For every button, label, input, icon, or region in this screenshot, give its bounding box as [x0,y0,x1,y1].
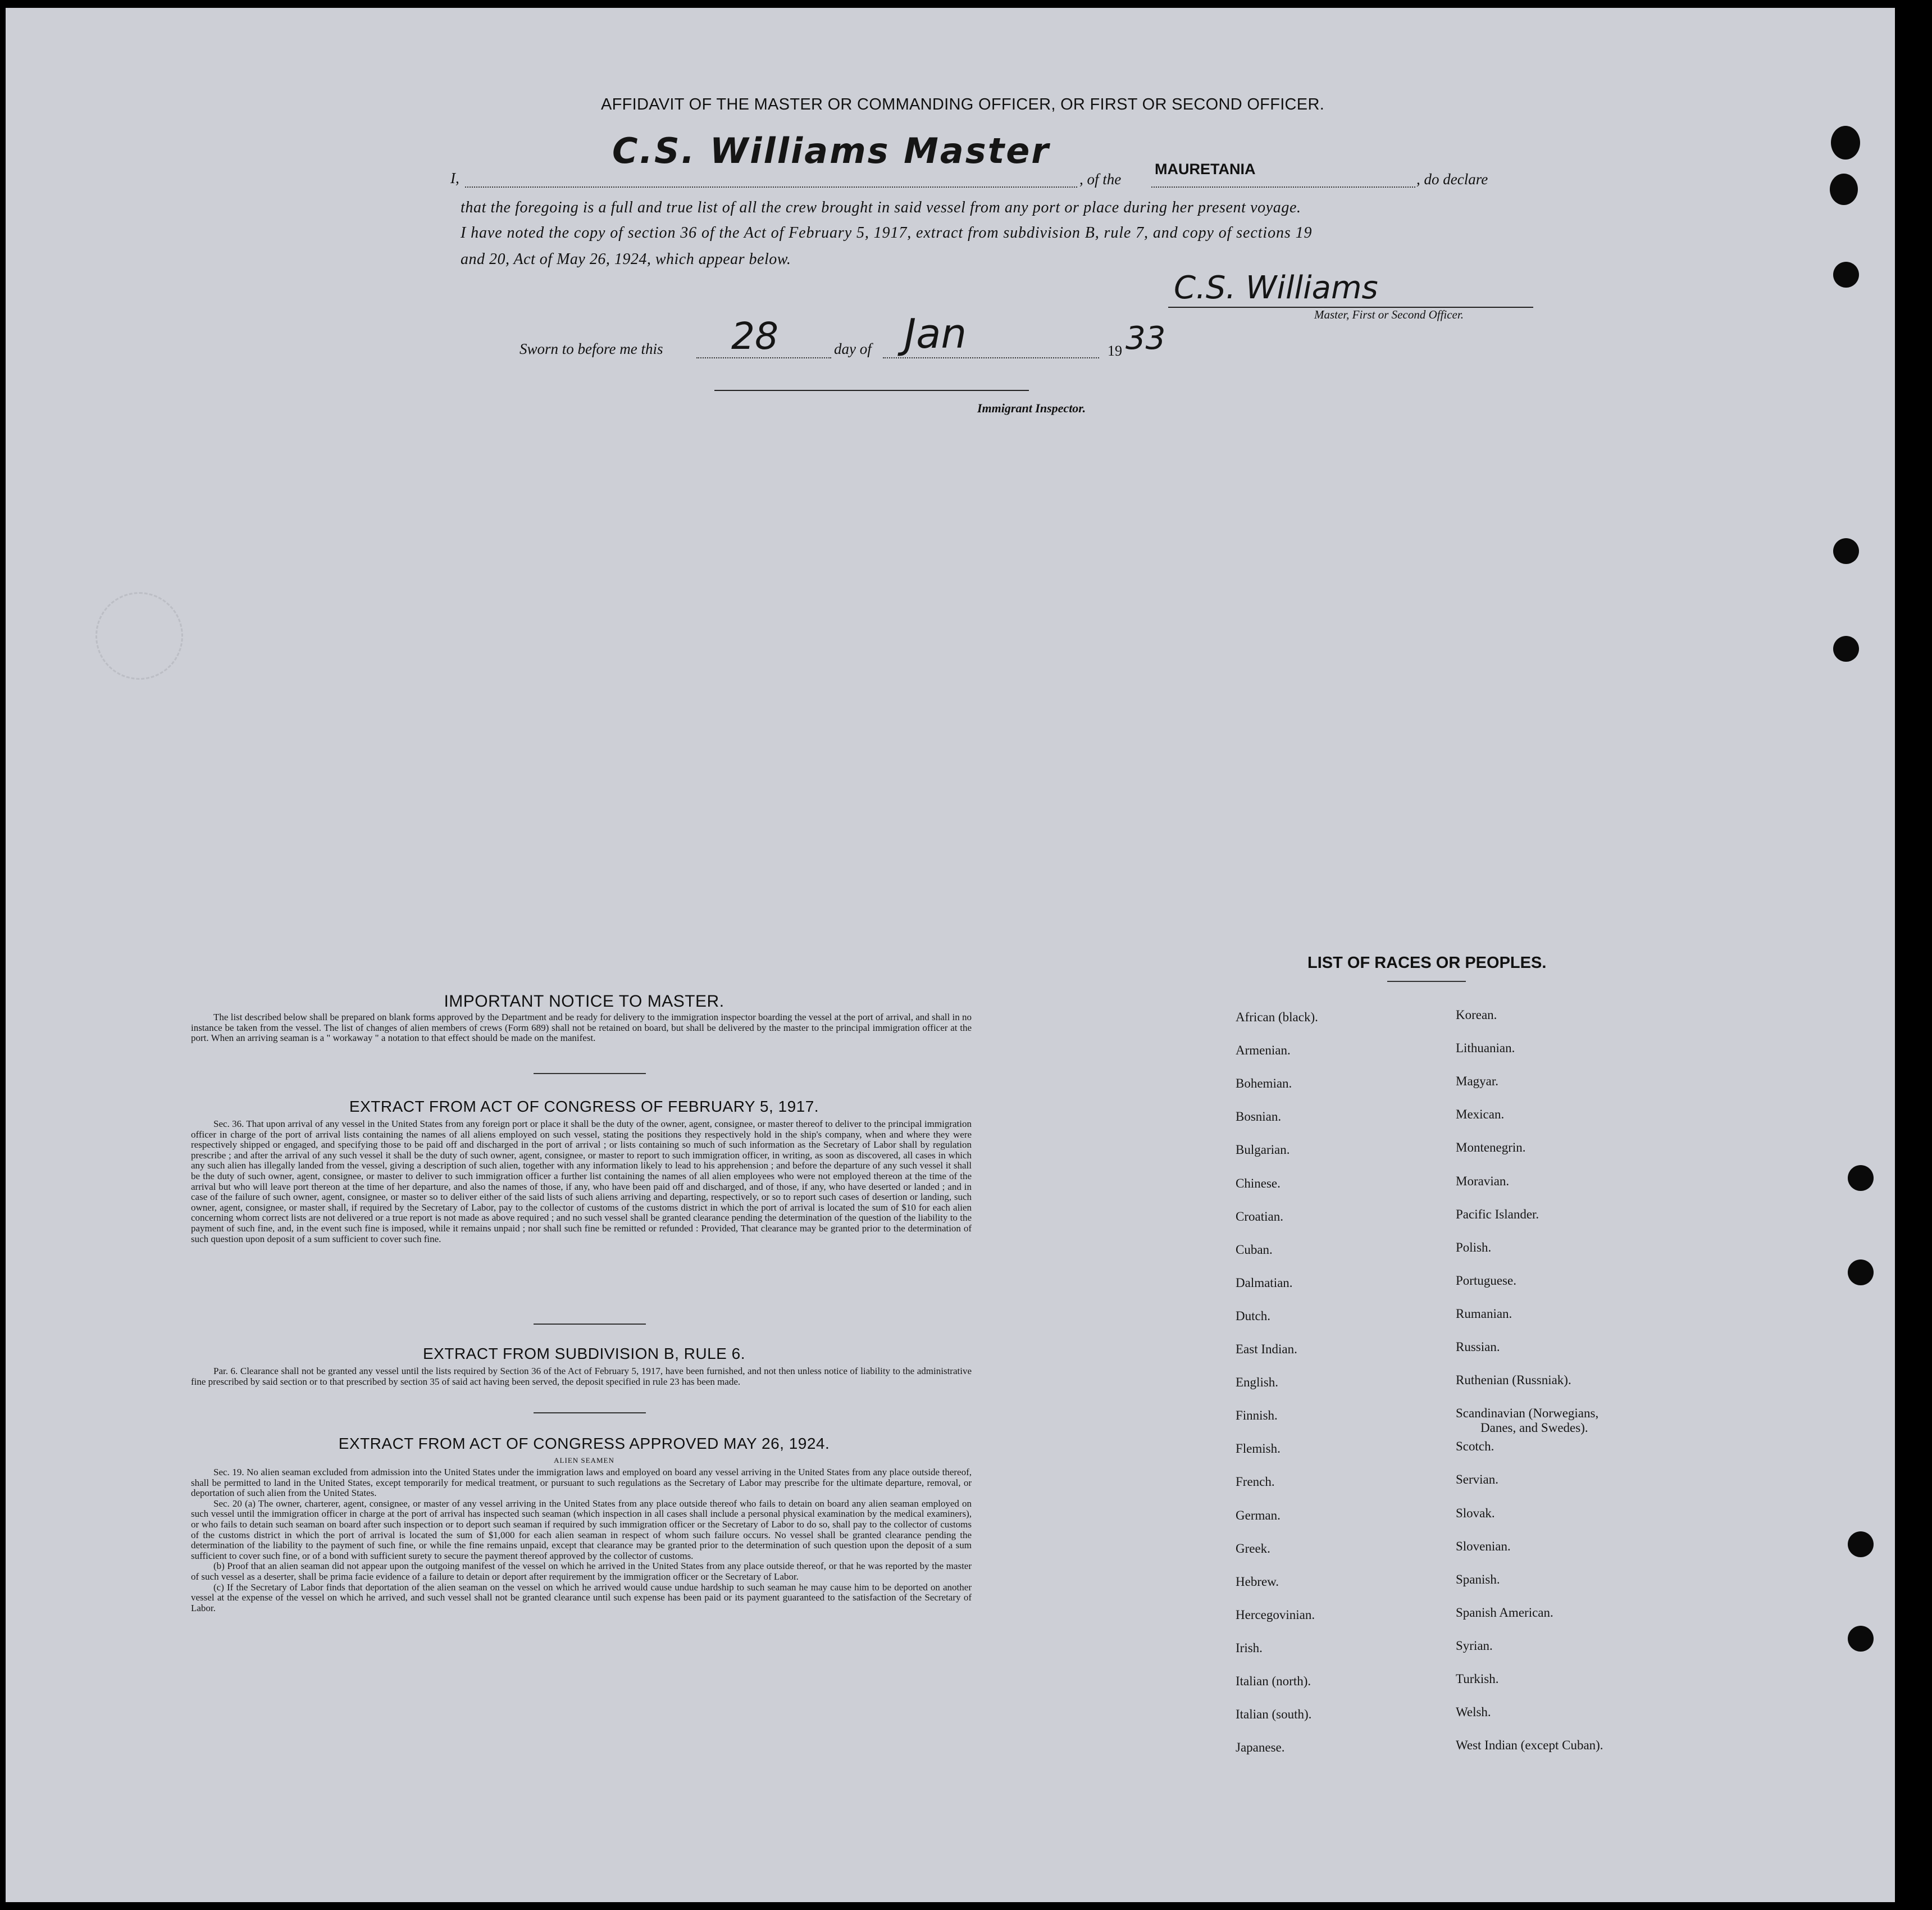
affidavit-prefix: I, [450,170,459,187]
affidavit-title: AFFIDAVIT OF THE MASTER OR COMMANDING OFFICER, OR FIRST OR SECOND OFFICER. [601,96,1325,113]
subdivision-b-title: EXTRACT FROM SUBDIVISION B, RULE 6. [423,1345,745,1362]
name-line [465,187,1077,188]
race-item: Spanish. [1456,1572,1500,1586]
extract-1924-text [191,1467,972,1613]
punch-hole [1848,1259,1874,1285]
notice-text [191,1012,972,1044]
signature-name: C.S. Williams Master [612,130,1050,171]
race-item: Pacific Islander. [1456,1207,1539,1221]
race-item: English. [1236,1375,1279,1390]
race-item: Syrian. [1456,1638,1493,1653]
notice-paragraph: The list described below shall be prepared on blank forms approved by the Department and be ready for delivery to the immigration inspector boarding the vessel at the port of arrival, and shall in no instance be taken from the vessel. The list of changes of alien members of crews (Form 689) shall not be retained on board, but shall be delivered by the master to the principal immigration officer at the port. When an arriving seaman is a " workaway " a notation to that effect should be made on the manifest. [191,1012,972,1044]
race-item: Croatian. [1236,1209,1283,1224]
punch-hole [1833,538,1859,564]
race-item: Hercegovinian. [1236,1607,1315,1622]
race-item: Cuban. [1236,1242,1273,1257]
race-item: Bohemian. [1236,1076,1292,1091]
race-item: Turkish. [1456,1672,1499,1686]
race-item: Dalmatian. [1236,1275,1293,1290]
divider [534,1412,646,1413]
punch-hole [1830,174,1858,205]
race-item: Slovenian. [1456,1539,1511,1553]
race-item: Servian. [1456,1472,1499,1487]
document-page [6,8,1895,1902]
inspector-label: Immigrant Inspector. [977,401,1086,415]
punch-hole [1831,126,1860,160]
race-item: Montenegrin. [1456,1140,1526,1155]
alien-seamen-subtitle: ALIEN SEAMEN [554,1456,614,1465]
sec-20b-paragraph: (b) Proof that an alien seaman did not appear upon the outgoing manifest of the vessel on which he arrived in the United States from any place outside thereof, or that he was reported by the master of such vessel as a deserter, shall be prima facie evidence of a failure to detain or deport after requirement by the immigration officer or the Secretary of Labor. [191,1561,972,1582]
day-of-label: day of [834,340,872,357]
race-item: Bosnian. [1236,1109,1282,1124]
par-6-paragraph: Par. 6. Clearance shall not be granted any vessel until the lists required by Section 36 of the Act of February 5, 1917, have been furnished, and not then unless notice of liability to the administrative fine prescribed by said section or to that prescribed by section 35 of said act having been served, the deposit specified in rule 23 has been made. [191,1366,972,1387]
punch-hole [1833,262,1859,288]
affidavit-line-3: and 20, Act of May 26, 1924, which appear below. [461,251,791,268]
race-item: African (black). [1236,1010,1318,1024]
race-item: Slovak. [1456,1506,1495,1520]
divider [534,1324,646,1325]
race-item: Magyar. [1456,1074,1499,1089]
punch-hole [1848,1626,1874,1652]
divider [534,1073,646,1074]
extract-1924-title: EXTRACT FROM ACT OF CONGRESS APPROVED MAY 26, 1924. [338,1435,830,1452]
race-item: Danes, and Swedes). [1480,1421,1588,1435]
sworn-month-line [883,357,1099,358]
race-item: East Indian. [1236,1342,1297,1356]
extract-1917-text [191,1119,972,1244]
vessel-name: MAURETANIA [1155,161,1256,178]
race-item: Japanese. [1236,1740,1285,1755]
races-right-column [1456,8,1748,1902]
year-suffix: 33 [1126,320,1166,357]
race-item: Moravian. [1456,1174,1510,1188]
subdivision-b-text [191,1366,972,1387]
punch-hole [1848,1531,1874,1557]
faded-stamp [95,592,183,680]
race-item: Italian (south). [1236,1707,1312,1722]
race-item: Dutch. [1236,1308,1270,1323]
race-item: Mexican. [1456,1107,1505,1122]
sec-36-paragraph: Sec. 36. That upon arrival of any vessel in the United States from any foreign port or place it shall be the duty of the owner, agent, consignee, or master thereof to deliver to the principal immigration officer in charge of the port of arrival lists containing the names of all aliens employed on such vessel, stating the positions they respectively hold in the ship's company, when and where they were respectively shipped or engaged, and specifying those to be paid off and discharged in the port of arrival ; or lists containing so much of such information as the Secretary of Labor shall by regulation prescribe ; and after the arrival of any such vessel it shall be the duty of such owner, agent, consignee, or master to report to such immigration officer, in writing, as soon as discovered, all cases in which any such alien has illegally landed from the vessel, giving a description of such alien, together with any information likely to lead to his apprehension ; and before the departure of any such vessel it shall be the duty of such owner, agent, consignee, or master to deliver to such immigration officer a further list containing the names of all alien employees who were not employed thereon at the time of the arrival but who will leave port thereon at the time of her departure, and also the names of those, if any, who have been paid off and discharged, and of those, if any, who have deserted or landed ; and in case of the failure of such owner, agent, consignee, or master so to deliver either of the said lists of such aliens arriving and departing, respectively, or so to report such cases of desertion or landing, such owner, agent, consignee, or master shall, if required by the Secretary of Labor, pay to the collector of customs of the customs district in which the port of arrival is located the sum of $10 for each alien concerning whom correct lists are not delivered or a true report is not made as above required ; and no such vessel shall be granted clearance pending the determination of the question of the liability to the payment of such fine, and, in the event such fine is imposed, while it remains unpaid ; nor shall such fine be remitted or refunded : Provided, That clearance may be granted prior to the determination of such question upon deposit of a sum sufficient to cover such fine. [191,1118,972,1244]
affidavit-line-2: I have noted the copy of section 36 of the Act of February 5, 1917, extract from subdivision B, rule 7, and copy of sections 19 [461,224,1313,242]
races-left-column [1236,8,1438,1902]
sworn-day: 28 [731,315,778,358]
race-item: Finnish. [1236,1408,1278,1423]
sec-20a-paragraph: Sec. 20 (a) The owner, charterer, agent, consignee, or master of any vessel arriving in the United States from any place outside thereof who fails to detain on board any alien seaman employed on such vessel until the immigration officer in charge at the port of arrival has inspected such seaman (which inspection in all cases shall include a personal physical examination by the medical examiners), or who fails to detain such seaman on board after such inspection or to deport such seaman if required by such immigration officer or the Secretary of Labor to do so, shall pay to the collector of customs of the customs district in which the port of arrival is located the sum of $1,000 for each alien seaman in respect of whom such failure occurs. No vessel shall be granted clearance pending the determination of the liability to the payment of such fine, or while the fine remains unpaid, except that clearance may be granted prior to the determination of such question upon the deposit of a sum sufficient to cover such fine, or of a bond with sufficient surety to secure the payment thereof approved by the collector of customs. [191,1498,972,1561]
race-item: Ruthenian (Russniak). [1456,1373,1571,1388]
race-item: Welsh. [1456,1705,1491,1720]
race-item: Polish. [1456,1240,1492,1254]
master-label: Master, First or Second Officer. [1314,308,1464,321]
race-item: Spanish American. [1456,1605,1553,1620]
race-item: Korean. [1456,1008,1497,1022]
race-item: Scotch. [1456,1439,1494,1454]
punch-hole [1833,636,1859,662]
affidavit-line-1: that the foregoing is a full and true list of all the crew brought in said vessel from any port or place during her present voyage. [461,199,1301,216]
race-item: Greek. [1236,1541,1270,1556]
race-item: Armenian. [1236,1043,1291,1058]
race-item: Scandinavian (Norwegians, [1456,1406,1599,1421]
of-the-label: , of the [1079,171,1122,188]
race-item: Hebrew. [1236,1574,1279,1589]
year-prefix: 19 [1108,343,1122,359]
master-signature: C.S. Williams [1174,270,1378,306]
race-item: Chinese. [1236,1176,1281,1190]
race-item: Portuguese. [1456,1273,1516,1288]
race-item: Russian. [1456,1340,1500,1354]
race-item: West Indian (except Cuban). [1456,1738,1603,1753]
race-item: Lithuanian. [1456,1041,1515,1056]
race-item: Rumanian. [1456,1306,1512,1321]
extract-1917-title: EXTRACT FROM ACT OF CONGRESS OF FEBRUARY 5, 1917. [349,1098,819,1115]
race-item: German. [1236,1508,1281,1522]
race-item: French. [1236,1475,1275,1489]
sec-20c-paragraph: (c) If the Secretary of Labor finds that deportation of the alien seaman on the vessel on which he arrived would cause undue hardship to such seaman he may cause him to be deported on another vessel at the expense of the vessel on which he arrived, and such vessel shall not be granted clearance until such expense has been paid or its payment guaranteed to the satisfaction of the Secretary of Labor. [191,1581,972,1613]
notice-title: IMPORTANT NOTICE TO MASTER. [444,992,724,1011]
sec-19-paragraph: Sec. 19. No alien seaman excluded from admission into the United States under the immigration laws and employed on board any vessel arriving in the United States from any place outside thereof, shall be permitted to land in the United States, except temporarily for medical treatment, or pursuant to such regulations as the Secretary of Labor may prescribe for the ultimate departure, removal, or deportation of such alien from the United States. [191,1467,972,1499]
punch-hole [1848,1165,1874,1191]
inspector-line [714,390,1029,391]
races-title: LIST OF RACES OR PEOPLES. [1307,954,1547,972]
sworn-month: Jan [904,310,967,357]
sworn-label: Sworn to before me this [520,340,663,357]
race-item: Italian (north). [1236,1674,1311,1688]
race-item: Bulgarian. [1236,1143,1290,1157]
race-item: Flemish. [1236,1441,1281,1456]
do-declare-label: , do declare [1416,171,1488,188]
race-item: Irish. [1236,1640,1263,1655]
